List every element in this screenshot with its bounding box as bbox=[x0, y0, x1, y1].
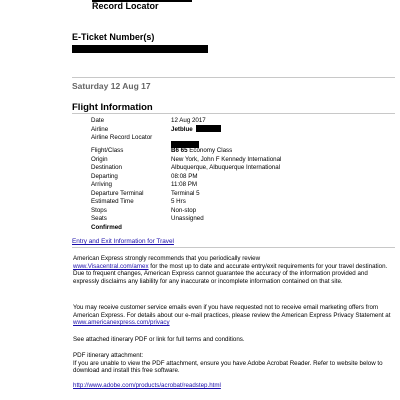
seats-value: Unassigned bbox=[171, 215, 204, 222]
privacy-paragraph bbox=[73, 304, 395, 327]
arriving-label: Arriving bbox=[91, 181, 112, 188]
origin-label: Origin bbox=[91, 155, 108, 163]
airline-record-locator-label: Airline Record Locator bbox=[91, 134, 153, 141]
airline-value: Jetblue bbox=[171, 125, 193, 133]
privacy-link[interactable]: www.americanexpress.com/privacy bbox=[73, 319, 170, 327]
airline-label: Airline bbox=[91, 125, 109, 133]
para2-pre: You may receive customer service emails even if you have requested not to receive email marketing offers from American Express. For details about our e-mail practices, please review the American Express Privacy Statement at bbox=[73, 304, 391, 319]
divider-entry-exit bbox=[72, 247, 395, 248]
seats-label: Seats bbox=[91, 215, 107, 222]
pdf-paragraph bbox=[73, 352, 395, 375]
estimated-time-value: 5 Hrs bbox=[171, 198, 186, 205]
visacentral-link[interactable]: www.Visacentral.com/amex bbox=[73, 262, 149, 270]
origin-value: New York, John F Kennedy International bbox=[171, 155, 282, 163]
departing-label: Departing bbox=[91, 172, 118, 180]
arriving-value: 11:08 PM bbox=[171, 181, 198, 188]
departing-value: 08:08 PM bbox=[171, 172, 198, 180]
entry-exit-info-link[interactable]: Entry and Exit Information for Travel bbox=[72, 238, 174, 245]
eticket-label: E-Ticket Number(s) bbox=[72, 32, 155, 42]
pdf-text: If you are unable to view the PDF attachment, ensure you have Adobe Acrobat Reader. Refer to website below to download and install this free software. bbox=[73, 359, 383, 375]
status-confirmed: Confirmed bbox=[91, 223, 122, 231]
departure-terminal-value: Terminal 5 bbox=[171, 189, 200, 197]
para1-pre: American Express strongly recommends that you periodically review bbox=[73, 255, 261, 262]
pdf-title: PDF itinerary attachment: bbox=[73, 352, 144, 359]
stops-value: Non-stop bbox=[171, 206, 197, 214]
cabin-class: Economy Class bbox=[189, 147, 233, 154]
record-locator-label: Record Locator bbox=[92, 1, 159, 11]
divider-top bbox=[72, 77, 395, 78]
redacted-eticket-number bbox=[72, 45, 208, 53]
adobe-reader-link[interactable]: http://www.adobe.com/products/acrobat/readstep.html bbox=[73, 382, 221, 389]
destination-value: Albuquerque, Albuquerque International bbox=[171, 164, 281, 171]
terms-paragraph: See attached itinerary PDF or link for full terms and conditions. bbox=[73, 336, 245, 343]
departure-terminal-label: Departure Terminal bbox=[91, 189, 144, 197]
trip-date-heading: Saturday 12 Aug 17 bbox=[72, 81, 151, 91]
para1-post: for the most up to date and accurate entry/exit requirements for your travel destination. Due to frequent changes, American Express cannot guarantee the accuracy of the information provided and expressly disclaims any liability for any inaccurate or incomplete information contained on that site. bbox=[73, 262, 388, 285]
flight-number: B6 65 bbox=[171, 147, 188, 154]
adobe-link-wrap bbox=[73, 382, 395, 390]
date-value: 12 Aug 2017 bbox=[171, 117, 206, 124]
flight-class-label: Flight/Class bbox=[91, 147, 124, 154]
redacted-airline-detail bbox=[196, 125, 221, 132]
flight-info-title: Flight Information bbox=[72, 102, 153, 113]
stops-label: Stops bbox=[91, 206, 107, 214]
visacentral-paragraph bbox=[73, 255, 395, 285]
estimated-time-label: Estimated Time bbox=[91, 198, 134, 205]
date-label: Date bbox=[91, 117, 105, 124]
divider-flight-info bbox=[72, 113, 395, 114]
destination-label: Destination bbox=[91, 164, 122, 171]
